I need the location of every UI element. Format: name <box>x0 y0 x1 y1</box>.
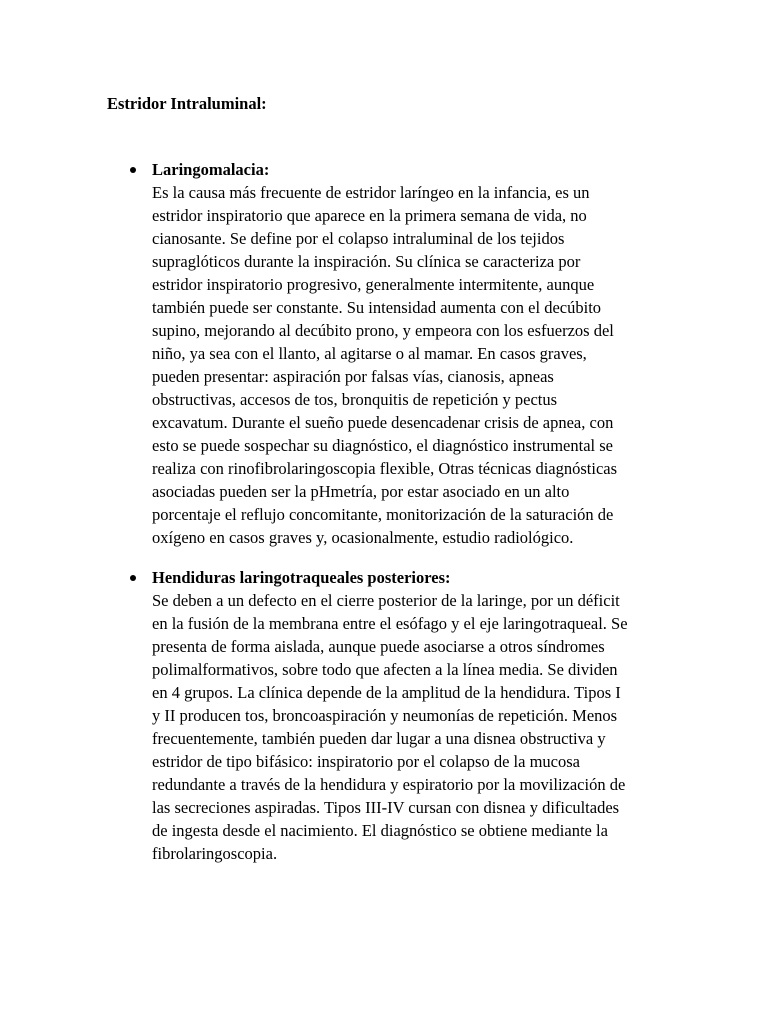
body-line: Se deben a un defecto en el cierre posterior de la laringe, por un déficit <box>152 591 620 610</box>
body-line: estridor inspiratorio que aparece en la primera semana de vida, no <box>152 206 587 225</box>
section-title: Hendiduras laringotraqueales posteriores: <box>152 568 451 587</box>
body-line: en 4 grupos. La clínica depende de la amplitud de la hendidura. Tipos I <box>152 683 621 702</box>
body-line: niño, ya sea con el llanto, al agitarse o al mamar. En casos graves, <box>152 344 587 363</box>
body-line: oxígeno en casos graves y, ocasionalmente, estudio radiológico. <box>152 528 574 547</box>
body-line: pueden presentar: aspiración por falsas vías, cianosis, apneas <box>152 367 554 386</box>
body-line: supraglóticos durante la inspiración. Su clínica se caracteriza por <box>152 252 581 271</box>
document-heading: Estridor Intraluminal: <box>107 94 267 113</box>
body-line: frecuentemente, también pueden dar lugar a una disnea obstructiva y <box>152 729 606 748</box>
body-line: estridor de tipo bifásico: inspiratorio por el colapso de la mucosa <box>152 752 580 771</box>
body-line: realiza con rinofibrolaringoscopia flexible, Otras técnicas diagnósticas <box>152 459 618 478</box>
section-hendiduras <box>130 566 650 865</box>
body-line: obstructivas, accesos de tos, bronquitis de repetición y pectus <box>152 390 558 409</box>
body-line: estridor inspiratorio progresivo, generalmente intermitente, aunque <box>152 275 595 294</box>
body-line: Es la causa más frecuente de estridor laríngeo en la infancia, es un <box>152 183 590 202</box>
body-line: cianosante. Se define por el colapso intraluminal de los tejidos <box>152 229 565 248</box>
section-body <box>152 181 652 549</box>
section-body <box>152 589 652 865</box>
body-line: supino, mejorando al decúbito prono, y empeora con los esfuerzos del <box>152 321 614 340</box>
body-line: asociadas pueden ser la pHmetría, por estar asociado en un alto <box>152 482 570 501</box>
body-line: las secreciones aspiradas. Tipos III-IV cursan con disnea y dificultades <box>152 798 620 817</box>
body-line: esto se puede sospechar su diagnóstico, el diagnóstico instrumental se <box>152 436 613 455</box>
body-line: excavatum. Durante el sueño puede desencadenar crisis de apnea, con <box>152 413 614 432</box>
body-line: fibrolaringoscopia. <box>152 844 278 863</box>
bullet-icon <box>130 575 136 581</box>
body-line: en la fusión de la membrana entre el esófago y el eje laringotraqueal. Se <box>152 614 628 633</box>
body-line: presenta de forma aislada, aunque puede asociarse a otros síndromes <box>152 637 605 656</box>
body-line: también puede ser constante. Su intensidad aumenta con el decúbito <box>152 298 602 317</box>
body-line: polimalformativos, sobre todo que afecten a la línea media. Se dividen <box>152 660 618 679</box>
bullet-icon <box>130 167 136 173</box>
section-title: Laringomalacia: <box>152 160 270 179</box>
section-laringomalacia <box>130 158 650 549</box>
body-line: de ingesta desde el nacimiento. El diagnóstico se obtiene mediante la <box>152 821 608 840</box>
body-line: y II producen tos, broncoaspiración y neumonías de repetición. Menos <box>152 706 618 725</box>
body-line: redundante a través de la hendidura y espiratorio por la movilización de <box>152 775 626 794</box>
body-line: porcentaje el reflujo concomitante, monitorización de la saturación de <box>152 505 614 524</box>
